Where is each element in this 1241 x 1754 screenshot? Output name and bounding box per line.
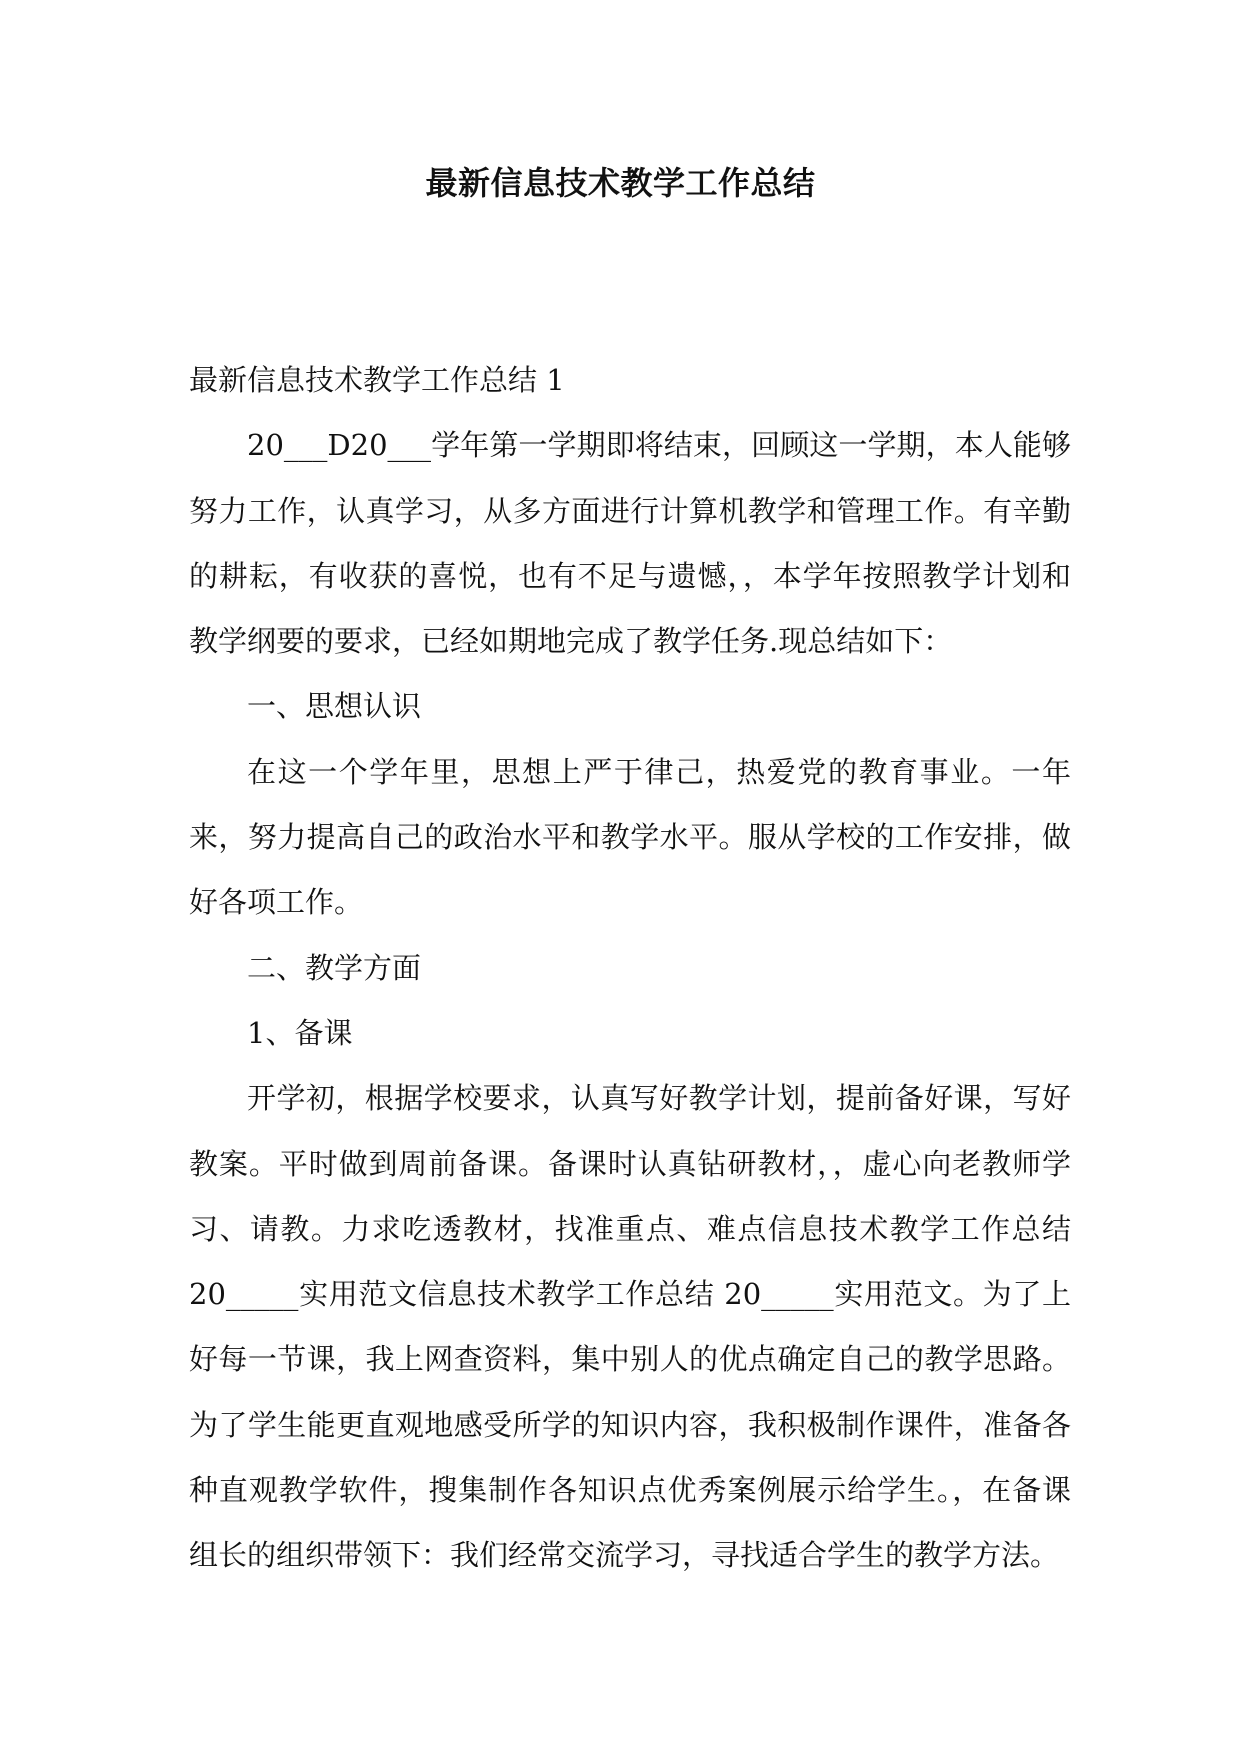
section-heading: 最新信息技术教学工作总结 1 — [189, 363, 565, 397]
paragraph-ideology: 在这一个学年里，思想上严于律己，热爱党的教育事业。一年来，努力提高自己的政治水平和教学水平。服从学校的工作安排，做好各项工作。 — [189, 754, 1071, 920]
heading-ideology: 一、思想认识 — [247, 689, 422, 724]
heading-lesson-prep: 1、备课 — [247, 1015, 353, 1050]
document-title: 最新信息技术教学工作总结 — [425, 164, 816, 202]
document-body — [189, 348, 1071, 1589]
heading-teaching: 二、教学方面 — [247, 950, 422, 985]
paragraph-intro: 20___D20___学年第一学期即将结束，回顾这一学期，本人能够努力工作，认真学习，从多方面进行计算机教学和管理工作。有辛勤的耕耘，有收获的喜悦，也有不足与遗憾，，本学年按照教学计划和教学纲要的要求，已经如期地完成了教学任务.现总结如下： — [189, 428, 1071, 659]
paragraph-lesson-prep: 开学初，根据学校要求，认真写好教学计划，提前备好课，写好教案。平时做到周前备课。备课时认真钻研教材，，虚心向老教师学习、请教。力求吃透教材，找准重点、难点信息技术教学工作总结20_____实用范文信息技术教学工作总结 20_____实用范文。为了上好每一节课，我上网查资料，集中别人的优点确定自己的教学思路。为了学生能更直观地感受所学的知识内容，我积极制作课件，准备各种直观教学软件，搜集制作各知识点优秀案例展示给学生。，在备课组长的组织带领下：我们经常交流学习，寻找适合学生的教学方法。 — [189, 1081, 1071, 1573]
